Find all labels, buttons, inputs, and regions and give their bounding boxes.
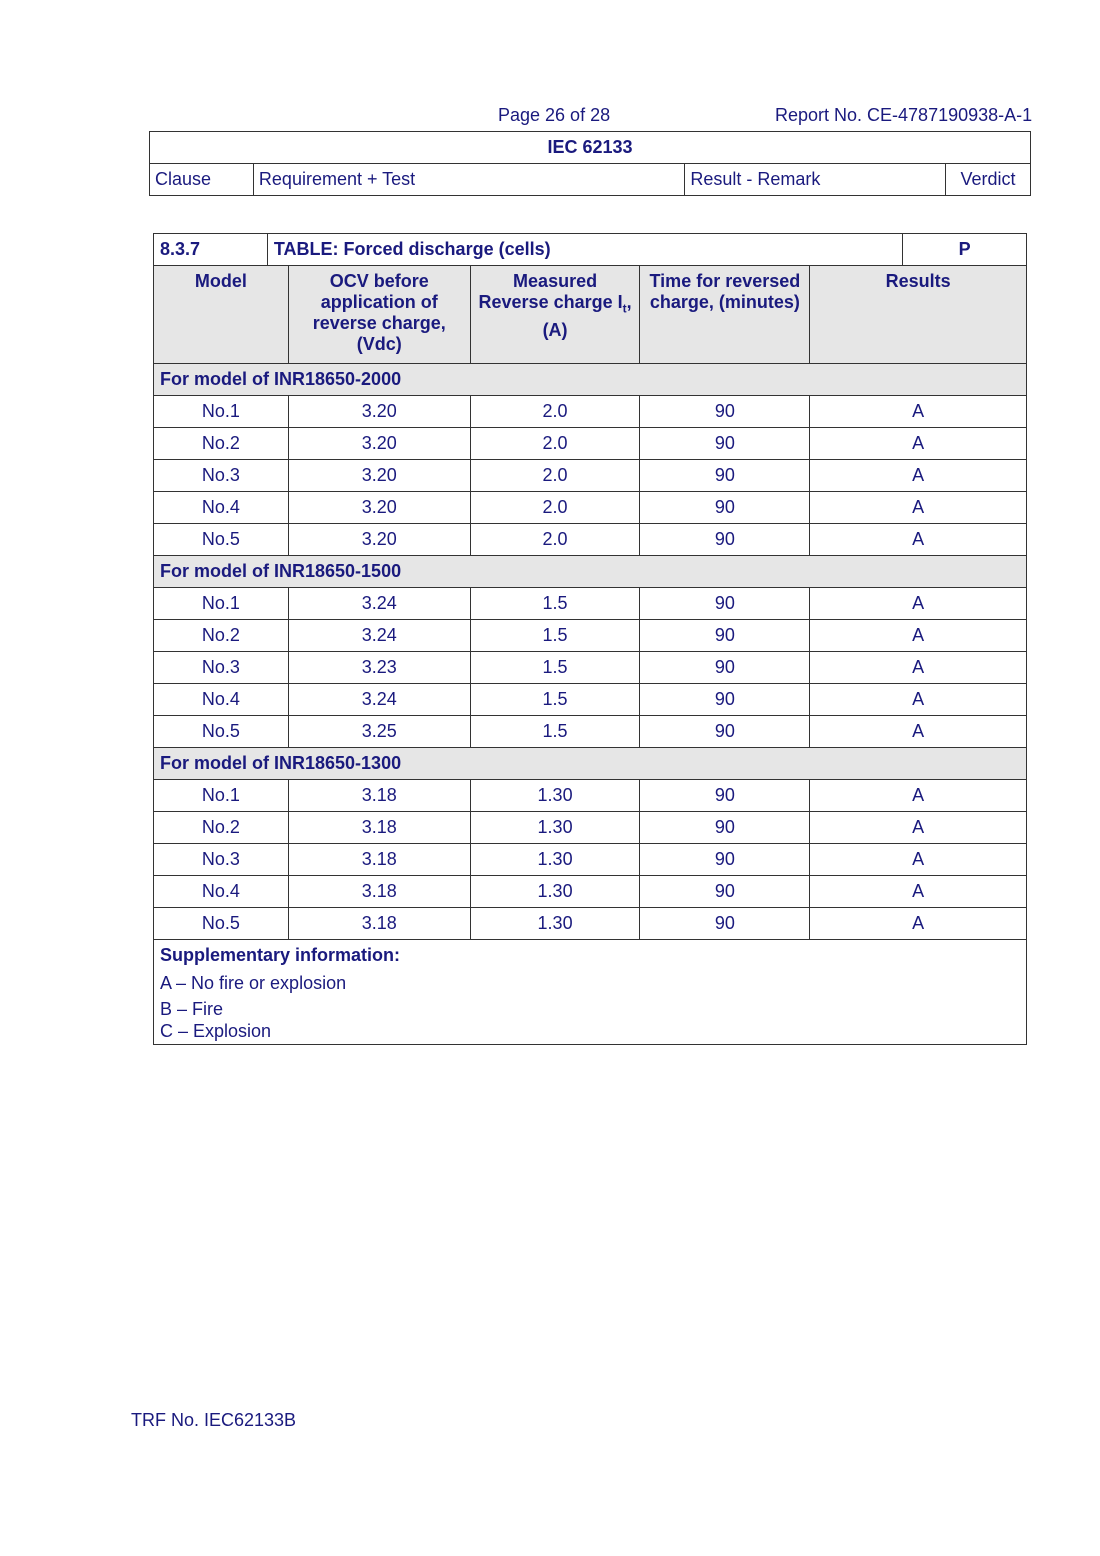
time-column-header: Time for reversed charge, (minutes) [640, 266, 810, 364]
table-row [154, 460, 1027, 492]
results-column-header: Results [810, 266, 1027, 364]
time-cell: 90 [640, 460, 810, 492]
table-row [154, 588, 1027, 620]
supplementary-info [154, 940, 1027, 1045]
current-cell: 1.30 [470, 812, 640, 844]
ocv-column-header: OCV before application of reverse charge, (Vdc) [288, 266, 470, 364]
result-cell: A [810, 460, 1027, 492]
page-number: Page 26 of 28 [498, 105, 611, 125]
model-cell: No.5 [154, 524, 289, 556]
table-row [154, 396, 1027, 428]
table-row [154, 844, 1027, 876]
ocv-cell: 3.20 [288, 428, 470, 460]
ocv-cell: 3.20 [288, 396, 470, 428]
table-title: TABLE: Forced discharge (cells) [267, 234, 902, 266]
report-number: Report No. CE-4787190938-A-1 [775, 105, 1033, 125]
ocv-cell: 3.18 [288, 844, 470, 876]
ocv-cell: 3.24 [288, 620, 470, 652]
model-cell: No.2 [154, 428, 289, 460]
result-cell: A [810, 780, 1027, 812]
model-cell: No.2 [154, 620, 289, 652]
table-row [154, 524, 1027, 556]
time-cell: 90 [640, 652, 810, 684]
current-cell: 1.5 [470, 716, 640, 748]
table-row [154, 652, 1027, 684]
table-row [154, 428, 1027, 460]
model-cell: No.5 [154, 908, 289, 940]
ocv-cell: 3.18 [288, 780, 470, 812]
current-cell: 1.30 [470, 908, 640, 940]
table-row [154, 780, 1027, 812]
model-cell: No.4 [154, 492, 289, 524]
group-label: For model of INR18650-2000 [154, 364, 1027, 396]
ocv-cell: 3.24 [288, 684, 470, 716]
current-cell: 1.30 [470, 876, 640, 908]
model-cell: No.2 [154, 812, 289, 844]
table-row [154, 876, 1027, 908]
legend-c: C – Explosion [160, 1021, 272, 1041]
ocv-cell: 3.18 [288, 812, 470, 844]
current-cell: 2.0 [470, 428, 640, 460]
ocv-cell: 3.20 [288, 460, 470, 492]
table-row [154, 908, 1027, 940]
model-cell: No.1 [154, 396, 289, 428]
table-row [154, 716, 1027, 748]
legend-a: A – No fire or explosion [160, 973, 347, 993]
model-cell: No.5 [154, 716, 289, 748]
time-cell: 90 [640, 428, 810, 460]
table-row [154, 492, 1027, 524]
model-cell: No.3 [154, 460, 289, 492]
time-cell: 90 [640, 876, 810, 908]
current-cell: 1.5 [470, 684, 640, 716]
model-column-header: Model [154, 266, 289, 364]
model-cell: No.1 [154, 780, 289, 812]
time-cell: 90 [640, 684, 810, 716]
current-cell: 1.30 [470, 780, 640, 812]
current-header-suffix: , (A) [542, 292, 632, 340]
model-cell: No.4 [154, 684, 289, 716]
result-cell: A [810, 492, 1027, 524]
time-cell: 90 [640, 716, 810, 748]
current-cell: 1.5 [470, 588, 640, 620]
result-cell: A [810, 844, 1027, 876]
time-cell: 90 [640, 588, 810, 620]
time-cell: 90 [640, 396, 810, 428]
result-cell: A [810, 588, 1027, 620]
result-cell: A [810, 428, 1027, 460]
ocv-cell: 3.23 [288, 652, 470, 684]
current-cell: 2.0 [470, 396, 640, 428]
table-row [154, 812, 1027, 844]
table-row [154, 684, 1027, 716]
header-table [149, 131, 1031, 196]
group-header-row [154, 556, 1027, 588]
current-header-subscript: t [622, 301, 627, 316]
table-verdict: P [903, 234, 1027, 266]
current-header-prefix: Measured Reverse charge I [478, 271, 623, 312]
time-cell: 90 [640, 908, 810, 940]
time-cell: 90 [640, 780, 810, 812]
model-cell: No.3 [154, 844, 289, 876]
current-cell: 2.0 [470, 460, 640, 492]
model-cell: No.4 [154, 876, 289, 908]
current-cell: 2.0 [470, 524, 640, 556]
result-cell: A [810, 396, 1027, 428]
current-cell: 1.5 [470, 652, 640, 684]
ocv-cell: 3.20 [288, 524, 470, 556]
result-cell: A [810, 684, 1027, 716]
current-cell: 2.0 [470, 492, 640, 524]
time-cell: 90 [640, 524, 810, 556]
requirement-header: Requirement + Test [253, 164, 684, 196]
group-label: For model of INR18650-1300 [154, 748, 1027, 780]
table-row [154, 620, 1027, 652]
result-cell: A [810, 908, 1027, 940]
result-cell: A [810, 524, 1027, 556]
forced-discharge-table [153, 233, 1027, 1045]
result-cell: A [810, 652, 1027, 684]
clause-header: Clause [150, 164, 254, 196]
trf-number: TRF No. IEC62133B [131, 1410, 297, 1430]
ocv-cell: 3.20 [288, 492, 470, 524]
model-cell: No.3 [154, 652, 289, 684]
ocv-cell: 3.25 [288, 716, 470, 748]
ocv-cell: 3.24 [288, 588, 470, 620]
current-cell: 1.5 [470, 620, 640, 652]
time-cell: 90 [640, 812, 810, 844]
result-cell: A [810, 716, 1027, 748]
result-cell: A [810, 812, 1027, 844]
standard-title: IEC 62133 [150, 132, 1031, 164]
result-header: Result - Remark [685, 164, 946, 196]
current-cell: 1.30 [470, 844, 640, 876]
result-cell: A [810, 620, 1027, 652]
model-cell: No.1 [154, 588, 289, 620]
result-cell: A [810, 876, 1027, 908]
group-header-row [154, 748, 1027, 780]
ocv-cell: 3.18 [288, 876, 470, 908]
group-label: For model of INR18650-1500 [154, 556, 1027, 588]
verdict-header: Verdict [946, 164, 1031, 196]
time-cell: 90 [640, 620, 810, 652]
table-clause: 8.3.7 [154, 234, 268, 266]
ocv-cell: 3.18 [288, 908, 470, 940]
group-header-row [154, 364, 1027, 396]
current-column-header [470, 266, 640, 364]
legend-b: B – Fire [160, 999, 224, 1019]
time-cell: 90 [640, 844, 810, 876]
time-cell: 90 [640, 492, 810, 524]
supplementary-title: Supplementary information: [160, 945, 401, 965]
